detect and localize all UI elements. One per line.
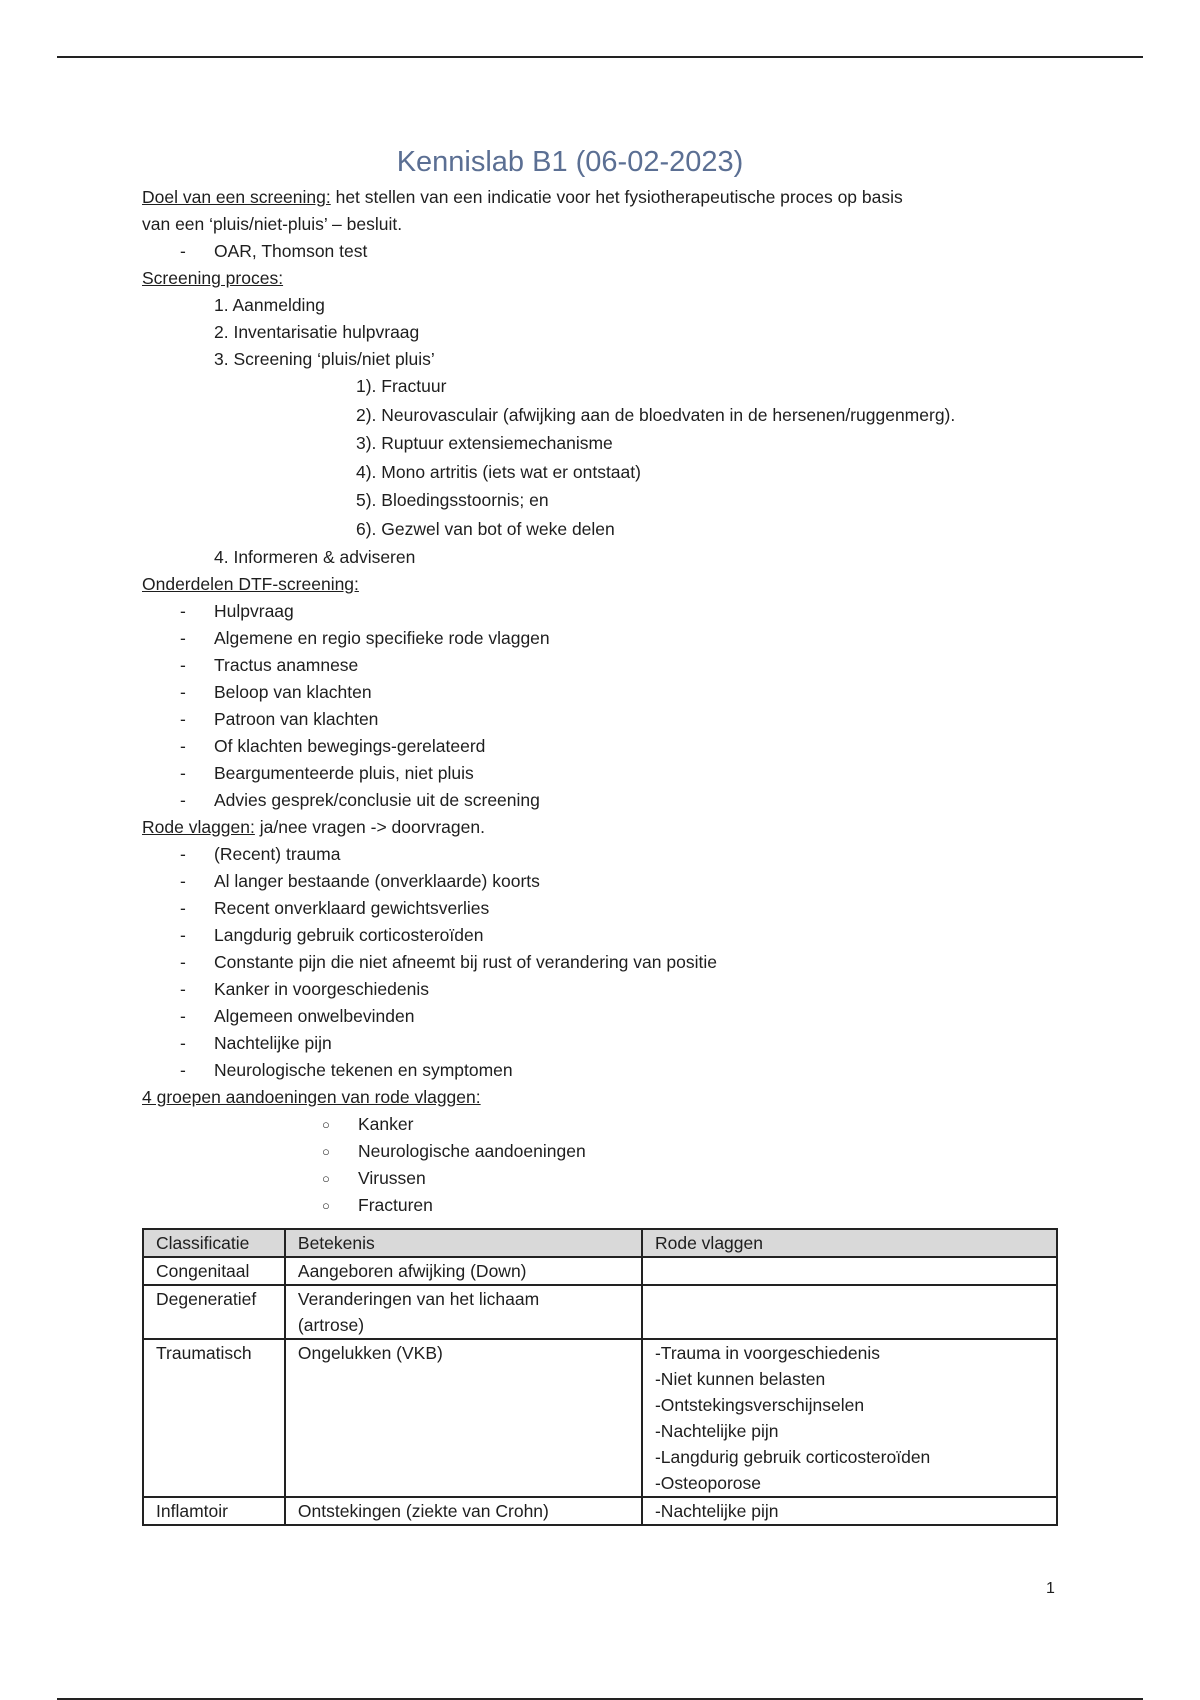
doel-label: Doel van een screening: bbox=[142, 187, 331, 207]
screening-step-4 bbox=[142, 544, 1062, 571]
screening-substeps bbox=[142, 373, 1062, 544]
doel-text-line2: van een ‘pluis/niet-pluis’ – besluit. bbox=[142, 214, 403, 234]
rode-vlaggen-paragraph bbox=[142, 814, 1062, 841]
cell-betekenis: Veranderingen van het lichaam (artrose) bbox=[285, 1285, 642, 1339]
cell-rode-vlaggen bbox=[642, 1285, 1057, 1339]
cell-classificatie: Inflamtoir bbox=[143, 1497, 285, 1525]
list-item: - Algemeen onwelbevinden bbox=[142, 1003, 1062, 1030]
list-item: 3. Screening ‘pluis/niet pluis’ bbox=[214, 349, 435, 369]
list-item: - Of klachten bewegings-gerelateerd bbox=[142, 733, 1062, 760]
table-header-row bbox=[143, 1229, 1057, 1257]
cell-betekenis: Aangeboren afwijking (Down) bbox=[285, 1257, 642, 1285]
screening-steps bbox=[142, 292, 1062, 373]
cell-betekenis: Ongelukken (VKB) bbox=[285, 1339, 642, 1497]
list-item: - Advies gesprek/conclusie uit de screening bbox=[142, 787, 1062, 814]
doel-text-line1: het stellen van een indicatie voor het fysiotherapeutische proces op basis bbox=[330, 187, 903, 207]
page-title: Kennislab B1 (06-02-2023) bbox=[396, 146, 744, 178]
doel-paragraph bbox=[142, 184, 1062, 238]
list-item: 2). Neurovasculair (afwijking aan de bloedvaten in de hersenen/ruggenmerg). bbox=[356, 404, 956, 425]
groepen-list bbox=[142, 1111, 1062, 1219]
list-item: 4. Informeren & adviseren bbox=[214, 547, 416, 567]
onderdelen-list bbox=[142, 598, 1062, 814]
list-item: - Hulpvraag bbox=[142, 598, 1062, 625]
header-rule bbox=[57, 56, 1143, 58]
list-item: ○ Virussen bbox=[142, 1165, 1062, 1192]
groepen-heading bbox=[142, 1084, 1062, 1111]
list-item: - OAR, Thomson test bbox=[142, 238, 1062, 265]
screening-proces-heading bbox=[142, 265, 1062, 292]
rode-vlaggen-list bbox=[142, 841, 1062, 1084]
cell-betekenis: Ontstekingen (ziekte van Crohn) bbox=[285, 1497, 642, 1525]
rode-vlaggen-text: ja/nee vragen -> doorvragen. bbox=[254, 817, 485, 837]
list-item: 2. Inventarisatie hulpvraag bbox=[214, 322, 420, 342]
cell-classificatie: Congenitaal bbox=[143, 1257, 285, 1285]
list-item: - Langdurig gebruik corticosteroïden bbox=[142, 922, 1062, 949]
header-classificatie: Classificatie bbox=[143, 1229, 285, 1257]
document-body bbox=[142, 142, 1062, 1219]
list-item: - Beloop van klachten bbox=[142, 679, 1062, 706]
header-betekenis: Betekenis bbox=[285, 1229, 642, 1257]
screening-proces-label: Screening proces: bbox=[142, 268, 284, 288]
list-item: 1. Aanmelding bbox=[214, 295, 325, 315]
list-item: 3). Ruptuur extensiemechanisme bbox=[356, 433, 613, 453]
cell-rode-vlaggen: -Trauma in voorgeschiedenis -Niet kunnen belasten -Ontstekingsverschijnselen -Nachtelijke pijn -Langdurig gebruik corticosteroïden -Osteoporose bbox=[642, 1339, 1057, 1497]
doel-bullets bbox=[142, 238, 1062, 265]
header-rode-vlaggen: Rode vlaggen bbox=[642, 1229, 1057, 1257]
cell-classificatie: Traumatisch bbox=[143, 1339, 285, 1497]
list-item: - Algemene en regio specifieke rode vlaggen bbox=[142, 625, 1062, 652]
table-row bbox=[143, 1285, 1057, 1339]
list-item: - Patroon van klachten bbox=[142, 706, 1062, 733]
list-item: ○ Kanker bbox=[142, 1111, 1062, 1138]
list-item: - Nachtelijke pijn bbox=[142, 1030, 1062, 1057]
list-item: - Kanker in voorgeschiedenis bbox=[142, 976, 1062, 1003]
list-item: ○ Neurologische aandoeningen bbox=[142, 1138, 1062, 1165]
onderdelen-heading bbox=[142, 571, 1062, 598]
list-item: 6). Gezwel van bot of weke delen bbox=[356, 518, 615, 539]
groepen-label: 4 groepen aandoeningen van rode vlaggen: bbox=[142, 1087, 481, 1107]
cell-rode-vlaggen: -Nachtelijke pijn bbox=[642, 1497, 1057, 1525]
list-item: 5). Bloedingsstoornis; en bbox=[356, 490, 549, 510]
onderdelen-label: Onderdelen DTF-screening: bbox=[142, 574, 359, 594]
list-item: ○ Fracturen bbox=[142, 1192, 1062, 1219]
table-row bbox=[143, 1257, 1057, 1285]
list-item: 4). Mono artritis (iets wat er ontstaat) bbox=[356, 461, 641, 482]
list-item: - Al langer bestaande (onverklaarde) koorts bbox=[142, 868, 1062, 895]
list-item: - (Recent) trauma bbox=[142, 841, 1062, 868]
table-row bbox=[143, 1339, 1057, 1497]
cell-classificatie: Degeneratief bbox=[143, 1285, 285, 1339]
list-item: - Tractus anamnese bbox=[142, 652, 1062, 679]
list-item: - Recent onverklaard gewichtsverlies bbox=[142, 895, 1062, 922]
list-item: - Constante pijn die niet afneemt bij rust of verandering van positie bbox=[142, 949, 1062, 976]
classificatie-table bbox=[142, 1228, 1058, 1526]
cell-rode-vlaggen bbox=[642, 1257, 1057, 1285]
rode-vlaggen-label: Rode vlaggen: bbox=[142, 817, 255, 837]
list-item: - Neurologische tekenen en symptomen bbox=[142, 1057, 1062, 1084]
list-item: - Beargumenteerde pluis, niet pluis bbox=[142, 760, 1062, 787]
page-number: 1 bbox=[1046, 1580, 1055, 1597]
list-item: 1). Fractuur bbox=[356, 376, 447, 396]
table-row bbox=[143, 1497, 1057, 1525]
